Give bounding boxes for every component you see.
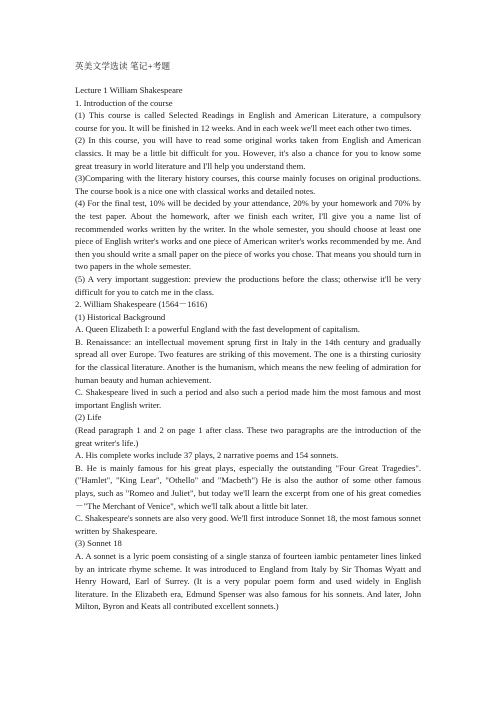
paragraph: B. He is mainly famous for his great plays, especially the outstanding "Four Great Tragedies". ("Hamlet", "King Lear", "Othello" and "Macbeth") He is also the author of some other famous plays, such as "Romeo and Juliet", but today we'll learn the excerpt from one of his great comedies－"The Merchant of Venice", which we'll talk about a little bit later. — [75, 462, 421, 511]
lecture-title: Lecture 1 William Shakespeare — [75, 85, 183, 95]
paragraph: C. Shakespeare's sonnets are also very good. We'll first introduce Sonnet 18, the most famous sonnet written by Shakespeare. — [75, 513, 421, 536]
paragraph: A. A sonnet is a lyric poem consisting of a single stanza of fourteen iambic pentameter lines linked by an intricate rhyme scheme. It was introduced to England from Italy by Sir Thomas Wyatt and Henry Howard, Earl of Surrey. (It is a very popular poem form and used widely in English literature. In the Elizabeth era, Edmund Spenser was also famous for his sonnets. And later, John Milton, Byron and Keats all contributed excellent sonnets.) — [75, 550, 421, 612]
subsection-heading: (3) Sonnet 18 — [75, 538, 122, 549]
section-heading: 2. William Shakespeare (1564－1616) — [75, 299, 208, 310]
page-header: 英美文学选读 笔记+考题 — [75, 61, 171, 71]
paragraph: (Read paragraph 1 and 2 on page 1 after class. These two paragraphs are the introduction of the great writer's life.) — [75, 425, 421, 448]
paragraph: (4) For the final test, 10% will be decided by your attendance, 20% by your homework and 70% by the test paper. About the homework, after we finish each writer, I'll give you a name list of recommended works written by the writer. In the whole semester, you should choose at least one piece of English writer's works and one piece of American writer's works recommended by me. And then you should write a small paper on the piece of works you chose. That means you should turn in two papers in the whole semester. — [75, 198, 421, 272]
paragraph: B. Renaissance: an intellectual movement sprung first in Italy in the 14th century and gradually spread all over Europe. Two features are striking of this movement. The one is a thirsting curiosity for the classical literature. Another is the humanism, which means the new feeling of admiration for human beauty and human achievement. — [75, 336, 421, 385]
paragraph: (2) In this course, you will have to read some original works taken from English and American classics. It may be a little bit difficult for you. However, it's also a chance for you to know some great treasury in world literature and I'll help you understand them. — [75, 135, 421, 171]
section-heading: 1. Introduction of the course — [75, 97, 173, 108]
paragraph: (1) This course is called Selected Readings in English and American Literature, a compulsory course for you. It will be finished in 12 weeks. And in each week we'll meet each other two times. — [75, 110, 421, 133]
paragraph: (3)Comparing with the literary history courses, this course mainly focuses on original productions. The course book is a nice one with classical works and detailed notes. — [75, 173, 421, 196]
subsection-heading: (2) Life — [75, 412, 102, 423]
paragraph: (5) A very important suggestion: preview the productions before the class; otherwise it'll be very difficult for you to catch me in the class. — [75, 273, 421, 297]
document-body — [75, 84, 421, 613]
paragraph: C. Shakespeare lived in such a period and also such a period made him the most famous and most important English writer. — [75, 387, 421, 410]
paragraph: A. Queen Elizabeth I: a powerful England with the fast development of capitalism. — [75, 324, 360, 335]
subsection-heading: (1) Historical Background — [75, 311, 166, 322]
paragraph: A. His complete works include 37 plays, 2 narrative poems and 154 sonnets. — [75, 450, 339, 461]
